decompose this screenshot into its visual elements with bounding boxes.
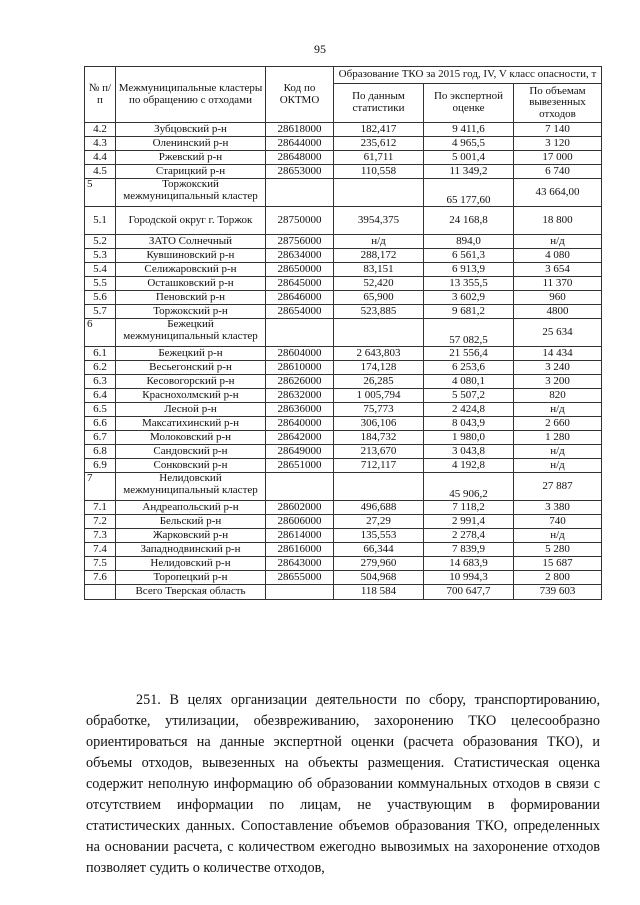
- row-name: Ржевский р-н: [116, 151, 266, 165]
- row-oktmo: 28750000: [266, 207, 334, 235]
- row-exported: 27 887: [514, 473, 602, 501]
- table-row: [85, 361, 602, 375]
- row-expert: 24 168,8: [424, 207, 514, 235]
- row-oktmo: 28756000: [266, 235, 334, 249]
- row-stat: 184,732: [334, 431, 424, 445]
- row-stat: [334, 473, 424, 501]
- row-name: Зубцовский р-н: [116, 123, 266, 137]
- row-name: Западнодвинский р-н: [116, 543, 266, 557]
- row-name: Нелидовский р-н: [116, 557, 266, 571]
- row-expert: 8 043,9: [424, 417, 514, 431]
- row-stat: 61,711: [334, 151, 424, 165]
- row-expert: 45 906,2: [424, 473, 514, 501]
- row-expert: 6 253,6: [424, 361, 514, 375]
- header-oktmo: Код по ОКТМО: [266, 67, 334, 123]
- row-exported: 3 380: [514, 501, 602, 515]
- row-num: 5: [85, 179, 116, 207]
- row-name: Весьегонский р-н: [116, 361, 266, 375]
- row-oktmo: 28646000: [266, 291, 334, 305]
- row-oktmo: 28644000: [266, 137, 334, 151]
- row-expert: 9 681,2: [424, 305, 514, 319]
- header-expert: По экспертной оценке: [424, 83, 514, 123]
- row-num: 6.7: [85, 431, 116, 445]
- row-oktmo: 28651000: [266, 459, 334, 473]
- header-stat: По данным статистики: [334, 83, 424, 123]
- row-exported: н/д: [514, 403, 602, 417]
- row-num: 4.2: [85, 123, 116, 137]
- paragraph-251: 251. В целях организации деятельности по сбору, транспортированию, обработке, утилизации, обезвреживанию, захоронению ТКО целесообразно ориентироваться на данные экспертной оценки (расчета образования ТКО), и объемы отходов, вывезенных на объекты размещения. Статистическая оценка содержит неполную информацию об образовании коммунальных отходов в связи с отсутствием информации по лицам, не участвующим в формировании статистических данных. Сопоставление объемов образования ТКО, определенных на основании расчета, с количеством ежегодно вывозимых на захоронение отходов позволяет судить о количестве отходов,: [86, 692, 600, 876]
- row-oktmo: 28642000: [266, 431, 334, 445]
- row-stat: [334, 179, 424, 207]
- row-expert: 6 913,9: [424, 263, 514, 277]
- row-name: Лесной р-н: [116, 403, 266, 417]
- row-expert: 1 980,0: [424, 431, 514, 445]
- row-expert: 10 994,3: [424, 571, 514, 585]
- row-num: 7: [85, 473, 116, 501]
- row-num: 7.4: [85, 543, 116, 557]
- row-name: Краснохолмский р-н: [116, 389, 266, 403]
- row-name: Кесовогорский р-н: [116, 375, 266, 389]
- total-exported: 739 603: [514, 585, 602, 600]
- row-stat: 496,688: [334, 501, 424, 515]
- row-expert: 4 192,8: [424, 459, 514, 473]
- header-group: Образование ТКО за 2015 год, IV, V класс опасности, т: [334, 67, 602, 84]
- row-num: 4.3: [85, 137, 116, 151]
- row-stat: 279,960: [334, 557, 424, 571]
- cluster-row: [85, 179, 602, 207]
- row-expert: 5 507,2: [424, 389, 514, 403]
- row-num: 5.3: [85, 249, 116, 263]
- table-row: [85, 417, 602, 431]
- row-oktmo: 28643000: [266, 557, 334, 571]
- row-num: 5.2: [85, 235, 116, 249]
- header-cluster: Межмуниципальные кластеры по обращению с отходами: [116, 67, 266, 123]
- row-oktmo: [266, 473, 334, 501]
- row-oktmo: 28610000: [266, 361, 334, 375]
- row-stat: н/д: [334, 235, 424, 249]
- row-expert: 9 411,6: [424, 123, 514, 137]
- row-expert: 2 424,8: [424, 403, 514, 417]
- table-row: [85, 557, 602, 571]
- row-exported: 5 280: [514, 543, 602, 557]
- row-expert: 2 991,4: [424, 515, 514, 529]
- total-row: [85, 585, 602, 600]
- row-exported: 7 140: [514, 123, 602, 137]
- row-exported: 820: [514, 389, 602, 403]
- row-exported: 1 280: [514, 431, 602, 445]
- cluster-row: [85, 473, 602, 501]
- table-row: [85, 305, 602, 319]
- row-name: Осташковский р-н: [116, 277, 266, 291]
- row-num: 5.4: [85, 263, 116, 277]
- row-exported: 6 740: [514, 165, 602, 179]
- total-oktmo: [266, 585, 334, 600]
- row-exported: н/д: [514, 235, 602, 249]
- row-name: Жарковский р-н: [116, 529, 266, 543]
- row-oktmo: 28616000: [266, 543, 334, 557]
- row-name: Пеновский р-н: [116, 291, 266, 305]
- row-exported: н/д: [514, 529, 602, 543]
- row-exported: 15 687: [514, 557, 602, 571]
- table-row: [85, 291, 602, 305]
- row-num: 7.5: [85, 557, 116, 571]
- row-num: 6: [85, 319, 116, 347]
- row-num: 7.2: [85, 515, 116, 529]
- row-num: 4.5: [85, 165, 116, 179]
- row-name: Молоковский р-н: [116, 431, 266, 445]
- row-exported: 3 240: [514, 361, 602, 375]
- row-oktmo: 28648000: [266, 151, 334, 165]
- row-oktmo: [266, 179, 334, 207]
- row-expert: 14 683,9: [424, 557, 514, 571]
- row-expert: 13 355,5: [424, 277, 514, 291]
- row-oktmo: 28640000: [266, 417, 334, 431]
- row-oktmo: [266, 319, 334, 347]
- table-row: [85, 123, 602, 137]
- table-row: [85, 347, 602, 361]
- row-num: 5.7: [85, 305, 116, 319]
- row-expert: 4 965,5: [424, 137, 514, 151]
- row-name: Андреапольский р-н: [116, 501, 266, 515]
- row-num: 4.4: [85, 151, 116, 165]
- row-num: 5.1: [85, 207, 116, 235]
- row-exported: н/д: [514, 459, 602, 473]
- header-exported: По объемам вывезенных отходов: [514, 83, 602, 123]
- total-label: Всего Тверская область: [116, 585, 266, 600]
- row-exported: н/д: [514, 445, 602, 459]
- row-exported: 3 654: [514, 263, 602, 277]
- table-row: [85, 137, 602, 151]
- row-expert: 6 561,3: [424, 249, 514, 263]
- row-oktmo: 28614000: [266, 529, 334, 543]
- row-stat: 712,117: [334, 459, 424, 473]
- table-row: [85, 165, 602, 179]
- row-oktmo: 28649000: [266, 445, 334, 459]
- row-num: 5.5: [85, 277, 116, 291]
- row-stat: 1 005,794: [334, 389, 424, 403]
- table-row: [85, 515, 602, 529]
- row-stat: 235,612: [334, 137, 424, 151]
- row-name: ЗАТО Солнечный: [116, 235, 266, 249]
- row-stat: 52,420: [334, 277, 424, 291]
- table-row: [85, 375, 602, 389]
- row-exported: 11 370: [514, 277, 602, 291]
- row-exported: 3 200: [514, 375, 602, 389]
- row-expert: 5 001,4: [424, 151, 514, 165]
- row-exported: 4800: [514, 305, 602, 319]
- total-num: [85, 585, 116, 600]
- header-num: № п/п: [85, 67, 116, 123]
- row-num: 6.3: [85, 375, 116, 389]
- row-num: 6.8: [85, 445, 116, 459]
- row-oktmo: 28618000: [266, 123, 334, 137]
- total-expert: 700 647,7: [424, 585, 514, 600]
- row-name: Сонковский р-н: [116, 459, 266, 473]
- row-stat: 135,553: [334, 529, 424, 543]
- row-exported: 18 800: [514, 207, 602, 235]
- row-stat: 182,417: [334, 123, 424, 137]
- table-row: [85, 207, 602, 235]
- table-row: [85, 263, 602, 277]
- row-stat: 523,885: [334, 305, 424, 319]
- row-exported: 17 000: [514, 151, 602, 165]
- table-row: [85, 151, 602, 165]
- row-num: 7.1: [85, 501, 116, 515]
- row-num: 7.6: [85, 571, 116, 585]
- row-expert: 4 080,1: [424, 375, 514, 389]
- row-name: Бежецкий межмуниципальный кластер: [116, 319, 266, 347]
- row-name: Торопецкий р-н: [116, 571, 266, 585]
- row-stat: 26,285: [334, 375, 424, 389]
- row-oktmo: 28655000: [266, 571, 334, 585]
- row-name: Городской округ г. Торжок: [116, 207, 266, 235]
- row-oktmo: 28602000: [266, 501, 334, 515]
- row-num: 6.9: [85, 459, 116, 473]
- row-expert: 7 839,9: [424, 543, 514, 557]
- row-stat: 75,773: [334, 403, 424, 417]
- row-expert: 57 082,5: [424, 319, 514, 347]
- row-exported: 960: [514, 291, 602, 305]
- row-name: Кувшиновский р-н: [116, 249, 266, 263]
- row-exported: 43 664,00: [514, 179, 602, 207]
- cluster-row: [85, 319, 602, 347]
- table-row: [85, 529, 602, 543]
- table-row: [85, 445, 602, 459]
- row-oktmo: 28626000: [266, 375, 334, 389]
- row-exported: 2 660: [514, 417, 602, 431]
- row-oktmo: 28654000: [266, 305, 334, 319]
- row-expert: 65 177,60: [424, 179, 514, 207]
- row-exported: 2 800: [514, 571, 602, 585]
- row-oktmo: 28653000: [266, 165, 334, 179]
- row-stat: [334, 319, 424, 347]
- row-stat: 27,29: [334, 515, 424, 529]
- row-expert: 11 349,2: [424, 165, 514, 179]
- row-stat: 3954,375: [334, 207, 424, 235]
- waste-table: [84, 66, 602, 600]
- row-name: Старицкий р-н: [116, 165, 266, 179]
- row-num: 6.4: [85, 389, 116, 403]
- page-number: 95: [314, 42, 326, 56]
- row-stat: 83,151: [334, 263, 424, 277]
- row-oktmo: 28636000: [266, 403, 334, 417]
- row-expert: 2 278,4: [424, 529, 514, 543]
- row-exported: 25 634: [514, 319, 602, 347]
- row-name: Торжокский р-н: [116, 305, 266, 319]
- table-row: [85, 543, 602, 557]
- row-stat: 110,558: [334, 165, 424, 179]
- row-name: Селижаровский р-н: [116, 263, 266, 277]
- row-oktmo: 28634000: [266, 249, 334, 263]
- row-exported: 3 120: [514, 137, 602, 151]
- row-expert: 894,0: [424, 235, 514, 249]
- row-stat: 65,900: [334, 291, 424, 305]
- row-expert: 3 043,8: [424, 445, 514, 459]
- row-num: 6.6: [85, 417, 116, 431]
- row-stat: 504,968: [334, 571, 424, 585]
- row-num: 6.5: [85, 403, 116, 417]
- row-oktmo: 28606000: [266, 515, 334, 529]
- row-exported: 740: [514, 515, 602, 529]
- row-name: Сандовский р-н: [116, 445, 266, 459]
- row-oktmo: 28632000: [266, 389, 334, 403]
- row-expert: 21 556,4: [424, 347, 514, 361]
- row-expert: 7 118,2: [424, 501, 514, 515]
- row-stat: 306,106: [334, 417, 424, 431]
- row-stat: 174,128: [334, 361, 424, 375]
- row-name: Оленинский р-н: [116, 137, 266, 151]
- row-stat: 2 643,803: [334, 347, 424, 361]
- table-row: [85, 459, 602, 473]
- row-num: 6.1: [85, 347, 116, 361]
- table-row: [85, 249, 602, 263]
- row-num: 5.6: [85, 291, 116, 305]
- table-body: [85, 123, 602, 585]
- row-oktmo: 28645000: [266, 277, 334, 291]
- row-oktmo: 28604000: [266, 347, 334, 361]
- table-row: [85, 403, 602, 417]
- row-expert: 3 602,9: [424, 291, 514, 305]
- row-stat: 66,344: [334, 543, 424, 557]
- row-oktmo: 28650000: [266, 263, 334, 277]
- table-row: [85, 389, 602, 403]
- row-num: 7.3: [85, 529, 116, 543]
- row-name: Бежецкий р-н: [116, 347, 266, 361]
- table-row: [85, 501, 602, 515]
- row-name: Максатихинский р-н: [116, 417, 266, 431]
- table-row: [85, 571, 602, 585]
- row-name: Торжокский межмуниципальный кластер: [116, 179, 266, 207]
- row-stat: 288,172: [334, 249, 424, 263]
- total-stat: 118 584: [334, 585, 424, 600]
- row-name: Нелидовский межмуниципальный кластер: [116, 473, 266, 501]
- row-num: 6.2: [85, 361, 116, 375]
- row-stat: 213,670: [334, 445, 424, 459]
- table-row: [85, 431, 602, 445]
- row-exported: 4 080: [514, 249, 602, 263]
- row-name: Бельский р-н: [116, 515, 266, 529]
- row-exported: 14 434: [514, 347, 602, 361]
- table-row: [85, 277, 602, 291]
- table-row: [85, 235, 602, 249]
